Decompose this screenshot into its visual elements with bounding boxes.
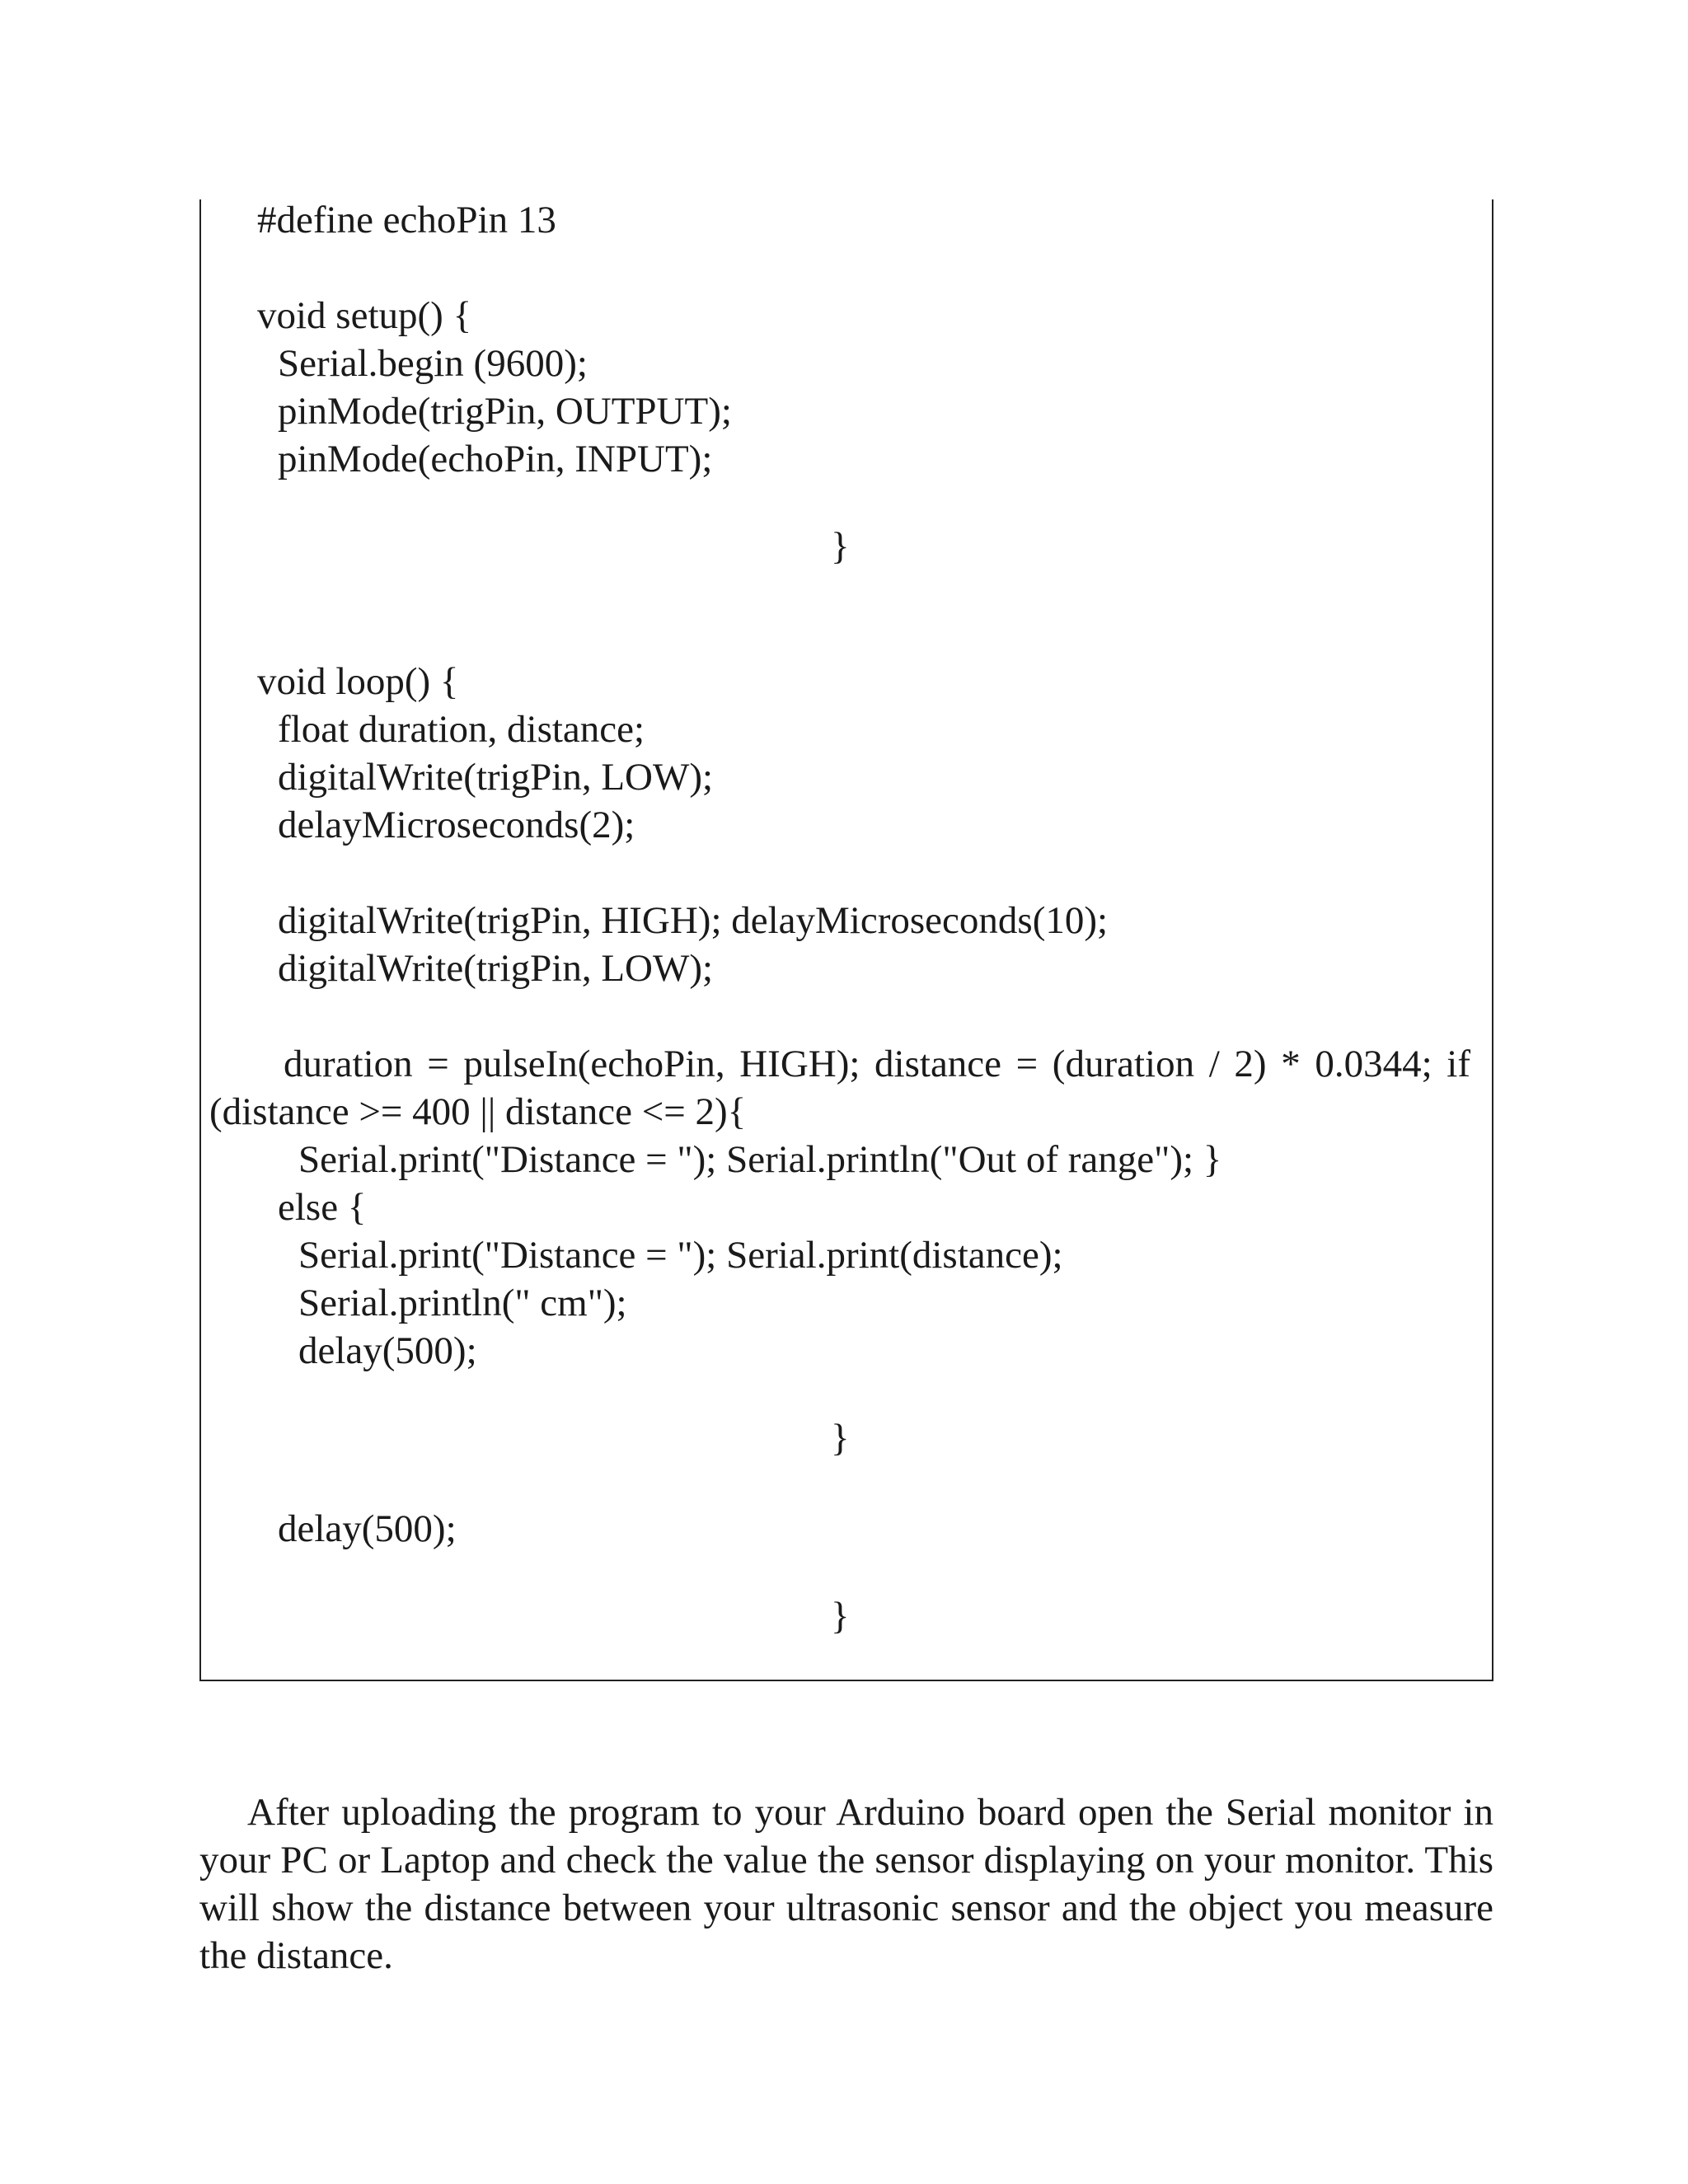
explanation-paragraph: After uploading the program to your Arduino board open the Serial monitor in your PC or Laptop and check the value the sensor displaying on your monitor. This will show the distance between your ultrasonic sensor and the object you measure the distance.	[199, 1791, 1493, 1977]
code-line-if-condition: (distance >= 400 || distance <= 2){	[209, 1090, 747, 1133]
code-line-float-decl: float duration, distance;	[278, 708, 645, 751]
code-line-duration: duration = pulseIn(echoPin, HIGH); distance = (duration / 2) * 0.0344; if	[284, 1043, 1470, 1085]
code-line-delay-2: delayMicroseconds(2);	[278, 804, 635, 846]
code-line-loop-close: }	[831, 1595, 850, 1638]
code-line-setup-close: }	[831, 525, 850, 568]
code-line-serial-begin: Serial.begin (9600);	[278, 342, 588, 385]
code-line-else-open: else {	[278, 1186, 367, 1229]
code-line-loop-open: void loop() {	[257, 660, 459, 703]
code-line-print-distance: Serial.print("Distance = "); Serial.print(distance);	[298, 1234, 1063, 1277]
code-line-print-out-of-range: Serial.print("Distance = "); Serial.println("Out of range"); }	[298, 1138, 1222, 1181]
code-line-write-high-delay: digitalWrite(trigPin, HIGH); delayMicroseconds(10);	[278, 899, 1109, 942]
code-line-else-close: }	[831, 1417, 850, 1460]
code-line-setup-open: void setup() {	[257, 294, 472, 337]
code-line-define-echopin: #define echoPin 13	[257, 199, 556, 241]
code-line-pinmode-trig: pinMode(trigPin, OUTPUT);	[278, 390, 732, 433]
code-line-delay-500-outer: delay(500);	[278, 1507, 457, 1550]
code-line-print-cm: Serial.println(" cm");	[298, 1282, 627, 1324]
code-line-write-low-1: digitalWrite(trigPin, LOW);	[278, 756, 714, 799]
code-line-write-low-2: digitalWrite(trigPin, LOW);	[278, 947, 714, 990]
code-line-delay-500-inner: delay(500);	[298, 1329, 477, 1372]
code-line-pinmode-echo: pinMode(echoPin, INPUT);	[278, 438, 713, 480]
